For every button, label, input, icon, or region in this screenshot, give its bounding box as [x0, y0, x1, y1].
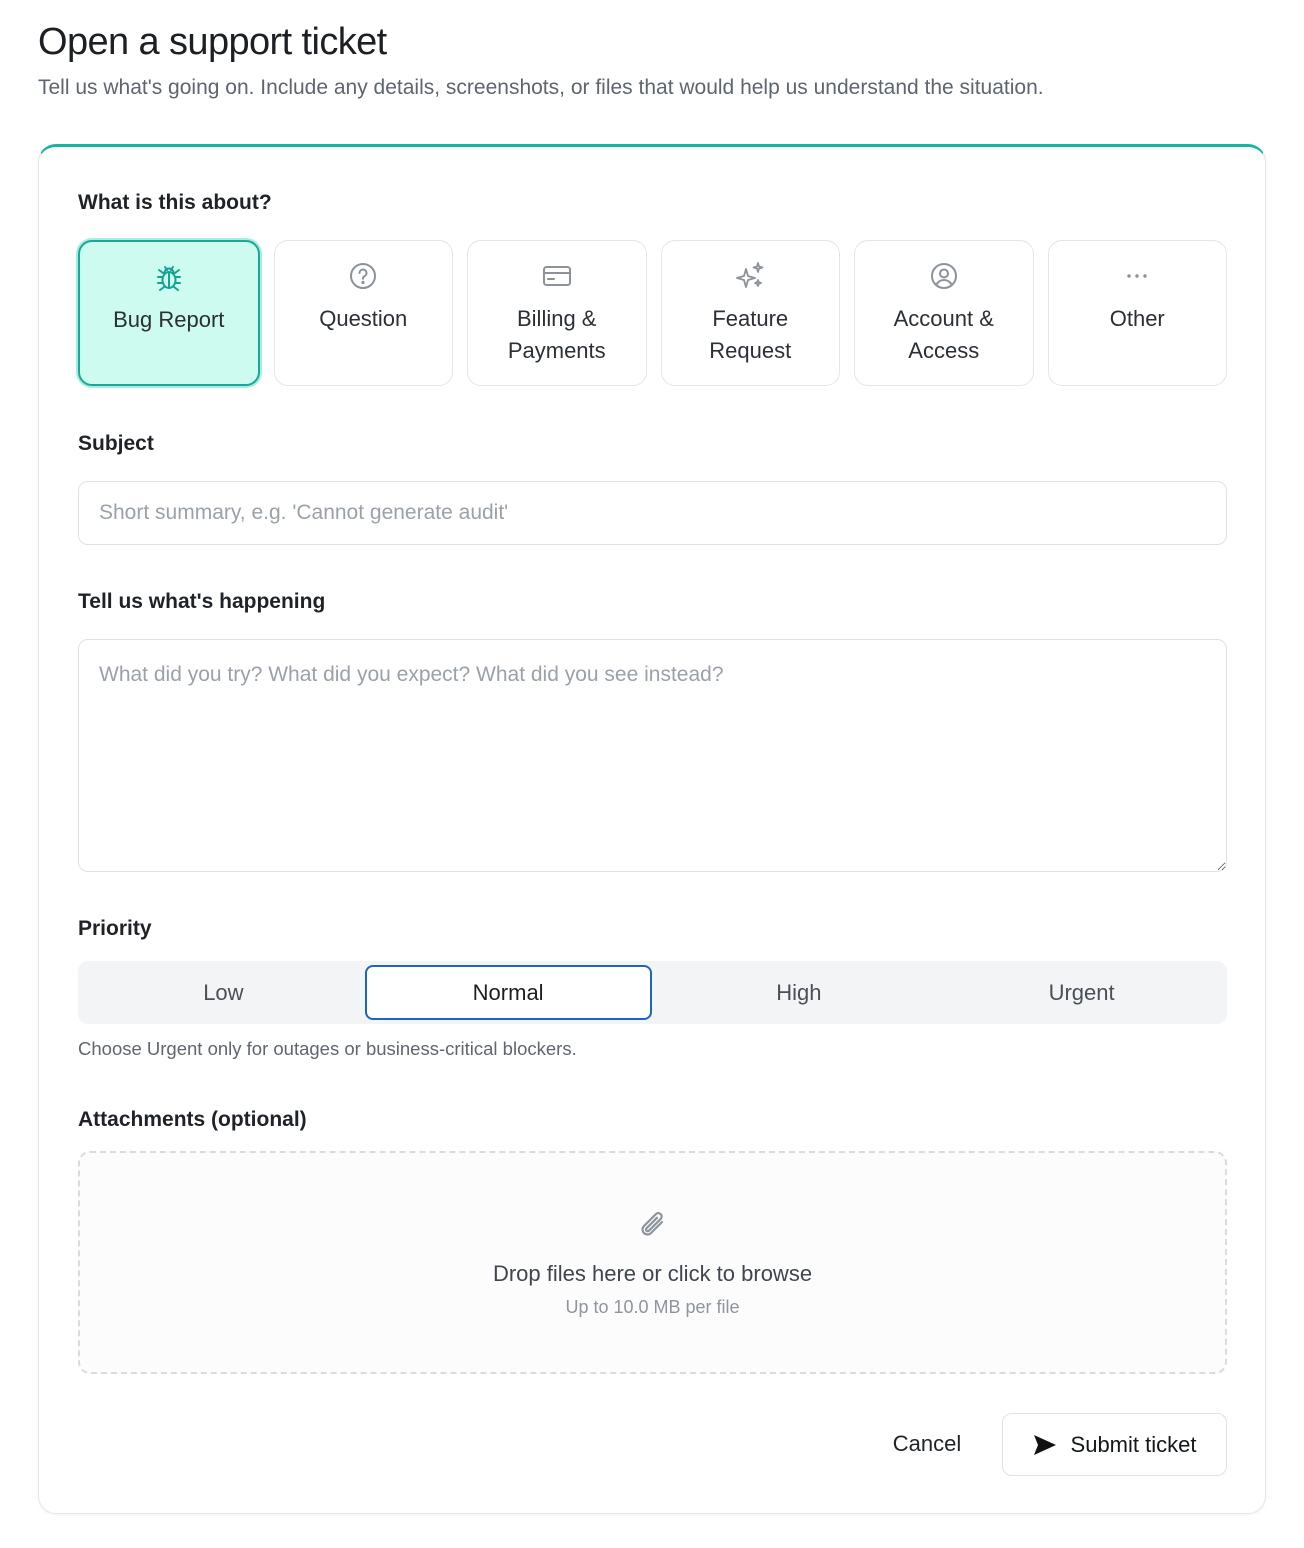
ellipsis-icon	[1122, 261, 1152, 291]
page-subtitle: Tell us what's going on. Include any details, screenshots, or files that would help us understand the situation.	[38, 76, 1044, 99]
send-icon	[1033, 1434, 1057, 1456]
subject-input[interactable]	[78, 481, 1227, 545]
priority-option-urgent[interactable]: Urgent	[1048, 979, 1115, 1005]
attachments-dropzone[interactable]	[78, 1151, 1227, 1374]
category-option-label: Question	[319, 306, 408, 331]
category-option-question[interactable]	[274, 240, 454, 386]
priority-label: Priority	[78, 917, 152, 940]
category-option-feature-request[interactable]	[661, 240, 841, 386]
category-option-label: Account & Access	[893, 306, 994, 363]
priority-option-low[interactable]: Low	[203, 979, 244, 1005]
category-option-account-access[interactable]	[854, 240, 1034, 386]
bug-icon	[154, 262, 184, 292]
description-label: Tell us what's happening	[78, 590, 326, 613]
dropzone-text: Drop files here or click to browse	[492, 1261, 813, 1286]
ticket-form-card	[38, 144, 1266, 1514]
cancel-button[interactable]: Cancel	[871, 1413, 983, 1475]
dropzone-limit: Up to 10.0 MB per file	[565, 1297, 740, 1317]
subject-label: Subject	[78, 432, 154, 455]
question-circle-icon	[348, 261, 378, 291]
category-option-label: Bug Report	[113, 307, 225, 332]
category-option-label: Other	[1109, 306, 1165, 331]
priority-segmented-control	[78, 961, 1227, 1024]
category-option-billing[interactable]	[467, 240, 647, 386]
user-circle-icon	[929, 261, 959, 291]
priority-hint: Choose Urgent only for outages or business-critical blockers.	[78, 1038, 577, 1059]
attachments-label: Attachments (optional)	[78, 1108, 307, 1131]
paperclip-icon	[635, 1207, 671, 1245]
category-label: What is this about?	[78, 191, 272, 214]
page-title: Open a support ticket	[38, 21, 387, 63]
category-option-bug-report[interactable]	[78, 240, 260, 386]
category-option-other[interactable]	[1048, 240, 1228, 386]
priority-option-high[interactable]: High	[776, 979, 822, 1005]
description-textarea[interactable]	[78, 639, 1227, 872]
credit-card-icon	[542, 261, 572, 291]
category-option-label: Feature Request	[709, 306, 792, 363]
submit-button-label: Submit ticket	[1070, 1431, 1197, 1457]
category-option-label: Billing & Payments	[507, 306, 606, 363]
submit-ticket-button[interactable]	[1002, 1413, 1227, 1476]
category-options	[78, 240, 1227, 386]
priority-option-normal[interactable]: Normal	[365, 965, 652, 1020]
sparkles-icon	[735, 261, 765, 291]
